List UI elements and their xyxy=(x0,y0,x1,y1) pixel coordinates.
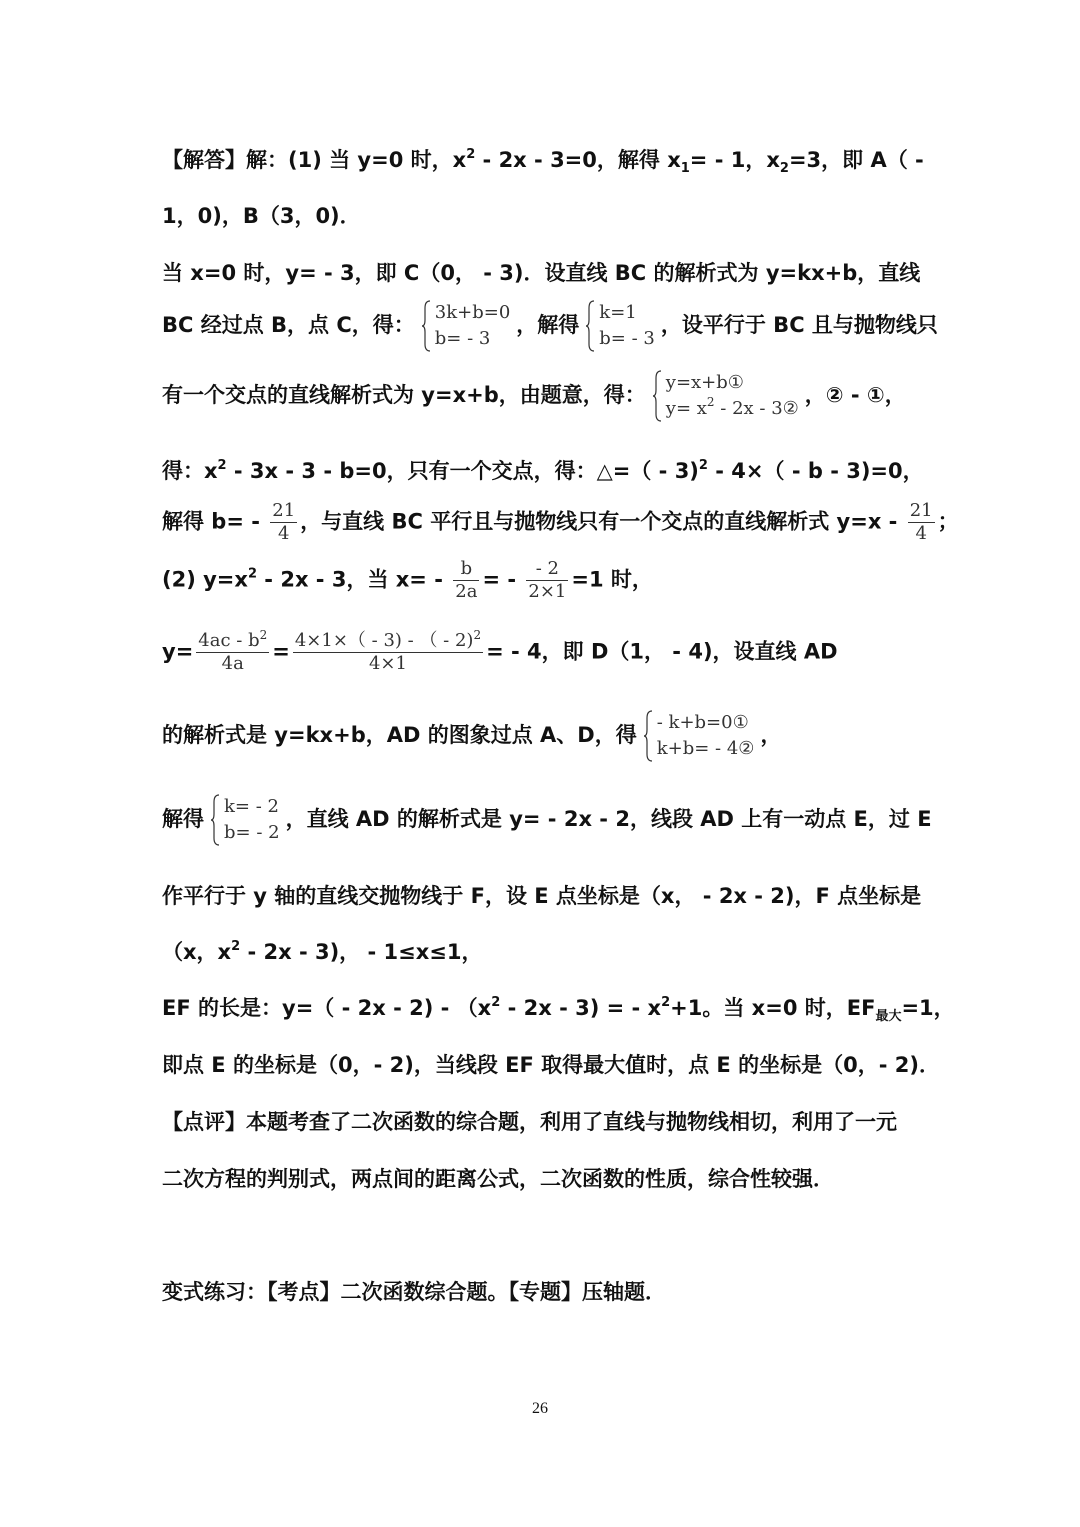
fraction-21-4: $\frac{21}{4}$ xyxy=(272,500,296,544)
answer-line-8: (2) $y=x^2 - 2x - 3$，当 x= - $\frac{b}{2a}$ = - $\frac{- 2}{2\times 1}$ =1 时， xyxy=(162,558,653,602)
answer-line-11: 解得 k= - 2 b= - 2 ，直线 AD 的解析式是 y= - 2x - 2，线段 AD 上有一动点 E，过 E xyxy=(162,794,932,846)
fraction-vertex-y-formula: $\frac{4ac - b^2}{4a}$ xyxy=(198,628,268,674)
answer-line-14: EF 的长是：$y=( - 2x - 2) - (x^2 - 2x - 3)$ = - $x^2+1$。当 x=0 时，$EF_{最大}=1$， xyxy=(162,995,955,1024)
answer-line-12: 作平行于 y 轴的直线交抛物线于 F，设 E 点坐标是（x， - 2x - 2)，F 点坐标是 xyxy=(162,884,922,908)
equation-system-bc-solution: k=1 b= - 3 xyxy=(585,300,655,352)
fraction-b-2a: $\frac{b}{2a}$ xyxy=(455,558,478,602)
equation-system-ad: - k+b=0① k+b= - 4② xyxy=(643,710,755,762)
fraction-21-4-second: $\frac{21}{4}$ xyxy=(909,500,933,544)
comment-line-2: 二次方程的判别式，两点间的距离公式，二次函数的性质，综合性较强． xyxy=(162,1167,834,1191)
equation-system-ad-solution: k= - 2 b= - 2 xyxy=(210,794,280,846)
answer-line-1: 【解答】解：(1) 当 y=0 时，$x^2 - 2x - 3=0$，解得 $x_1= - 1$，$x_2=3$，即 A（ - xyxy=(162,147,924,176)
fraction-vertex-x: $\frac{- 2}{2\times 1}$ xyxy=(528,558,567,602)
answer-line-2: 1，0)，B（3，0)． xyxy=(162,204,361,228)
equation-system-bc: 3k+b=0 b= - 3 xyxy=(421,300,511,352)
variant-exercise-line: 变式练习：【考点】二次函数综合题。【专题】压轴题． xyxy=(162,1280,666,1304)
answer-line-6: 得：$x^2 - 3x - 3 - b=0$，只有一个交点，得：△=（ - 3)$^2$ - 4×（ - b - 3)=0， xyxy=(162,458,924,483)
answer-line-3: 当 x=0 时，y= - 3，即 C（0， - 3)．设直线 BC 的解析式为 y=kx+b，直线 xyxy=(162,261,921,285)
answer-line-5: 有一个交点的直线解析式为 y=x+b，由题意，得： y=x+b① $y= x^2 - 2x$ - 3② ，② - ①， xyxy=(162,370,906,422)
page-number: 26 xyxy=(532,1400,548,1417)
equation-system-tangent: y=x+b① $y= x^2 - 2x$ - 3② xyxy=(652,370,799,422)
answer-line-10: 的解析式是 y=kx+b，AD 的图象过点 A、D，得 - k+b=0① k+b= - 4② ， xyxy=(162,710,781,762)
answer-line-9: y= $\frac{4ac - b^2}{4a}$ = $\frac{4\times 1\times( - 3) - ( - 2)^2}{4\times 1}$ = - 4，即 D（1， - 4)，设直线 AD xyxy=(162,628,838,674)
comment-line-1: 【点评】本题考查了二次函数的综合题，利用了直线与抛物线相切，利用了一元 xyxy=(162,1110,897,1134)
answer-line-15: 即点 E 的坐标是（0，- 2)，当线段 EF 取得最大值时，点 E 的坐标是（0，- 2)． xyxy=(162,1053,940,1077)
answer-line-13: （x，$x^2 - 2x - 3$)， - 1≤x≤1， xyxy=(162,939,483,964)
fraction-vertex-y-value: $\frac{4\times 1\times( - 3) - ( - 2)^2}{4\times 1}$ xyxy=(294,628,482,674)
answer-line-4: BC 经过点 B，点 C，得： 3k+b=0 b= - 3 ，解得 k=1 b= - 3 ，设平行于 BC 且与抛物线只 xyxy=(162,300,938,352)
answer-line-7: 解得 b= - $\frac{21}{4}$ ，与直线 BC 平行且与抛物线只有一个交点的直线解析式 y=x - $\frac{21}{4}$ ； xyxy=(162,500,959,544)
